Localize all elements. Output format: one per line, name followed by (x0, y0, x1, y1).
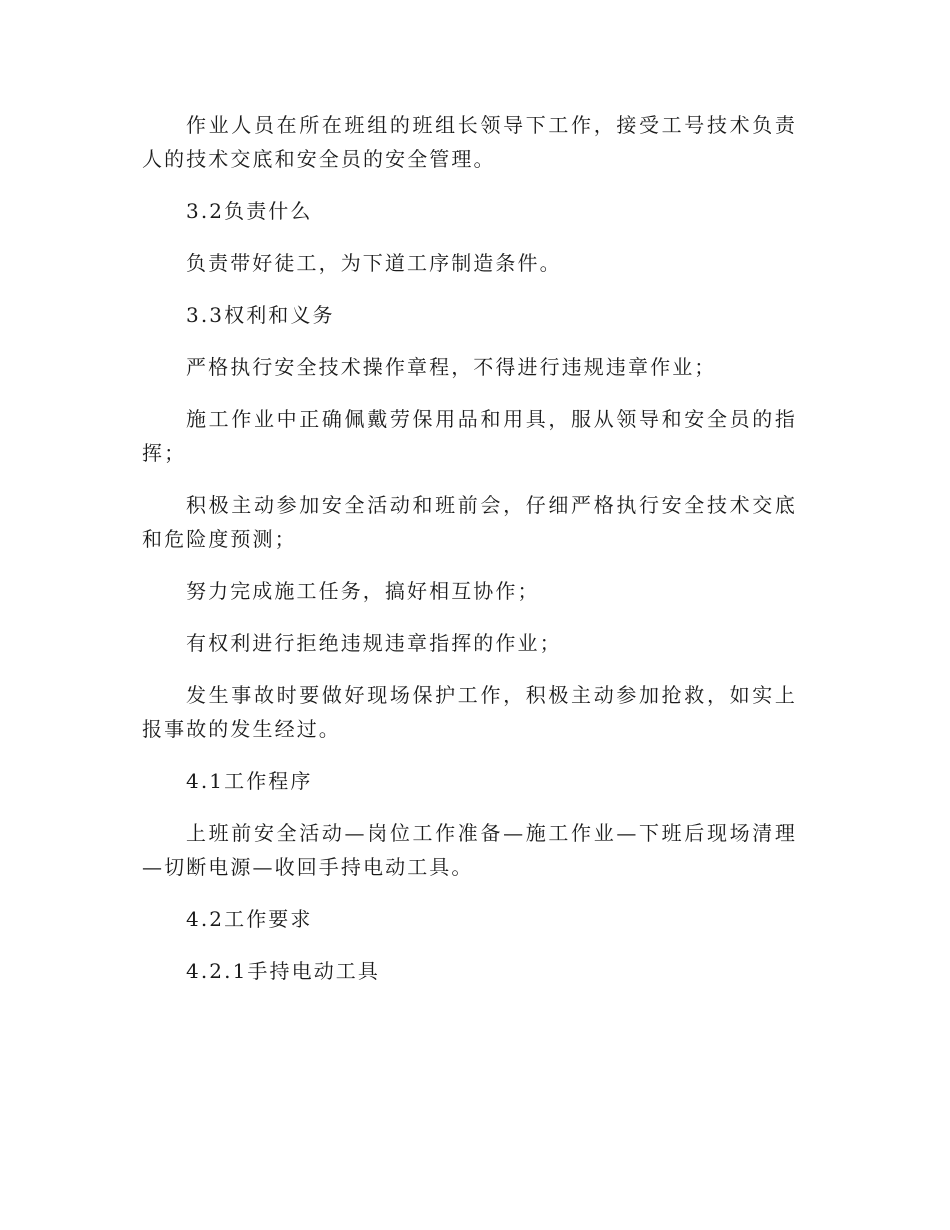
paragraph-safety-rules: 严格执行安全技术操作章程，不得进行违规违章作业； (186, 355, 717, 379)
section-heading-3-2: 3.2负责什么 (186, 199, 313, 223)
document-body (142, 108, 797, 1006)
paragraph-accident-response: 发生事故时要做好现场保护工作，积极主动参加抢救，如实上报事故的发生经过。 (142, 683, 797, 741)
section-heading-4-1: 4.1工作程序 (186, 769, 313, 793)
section-heading-4-2-1: 4.2.1手持电动工具 (186, 959, 380, 983)
paragraph-work-procedure: 上班前安全活动—岗位工作准备—施工作业—下班后现场清理—切断电源—收回手持电动工具。 (142, 821, 797, 879)
section-heading-3-3: 3.3权利和义务 (186, 303, 335, 327)
section-heading-4-2: 4.2工作要求 (186, 907, 313, 931)
paragraph-protective-gear: 施工作业中正确佩戴劳保用品和用具，服从领导和安全员的指挥； (142, 407, 797, 465)
paragraph-cooperation: 努力完成施工任务，搞好相互协作； (186, 579, 540, 603)
paragraph-worker-leadership: 作业人员在所在班组的班组长领导下工作，接受工号技术负责人的技术交底和安全员的安全管理。 (142, 113, 797, 171)
paragraph-safety-activities: 积极主动参加安全活动和班前会，仔细严格执行安全技术交底和危险度预测； (142, 493, 797, 551)
paragraph-refuse-violations: 有权利进行拒绝违规违章指挥的作业； (186, 631, 562, 655)
paragraph-responsibility: 负责带好徒工，为下道工序制造条件。 (186, 251, 562, 275)
